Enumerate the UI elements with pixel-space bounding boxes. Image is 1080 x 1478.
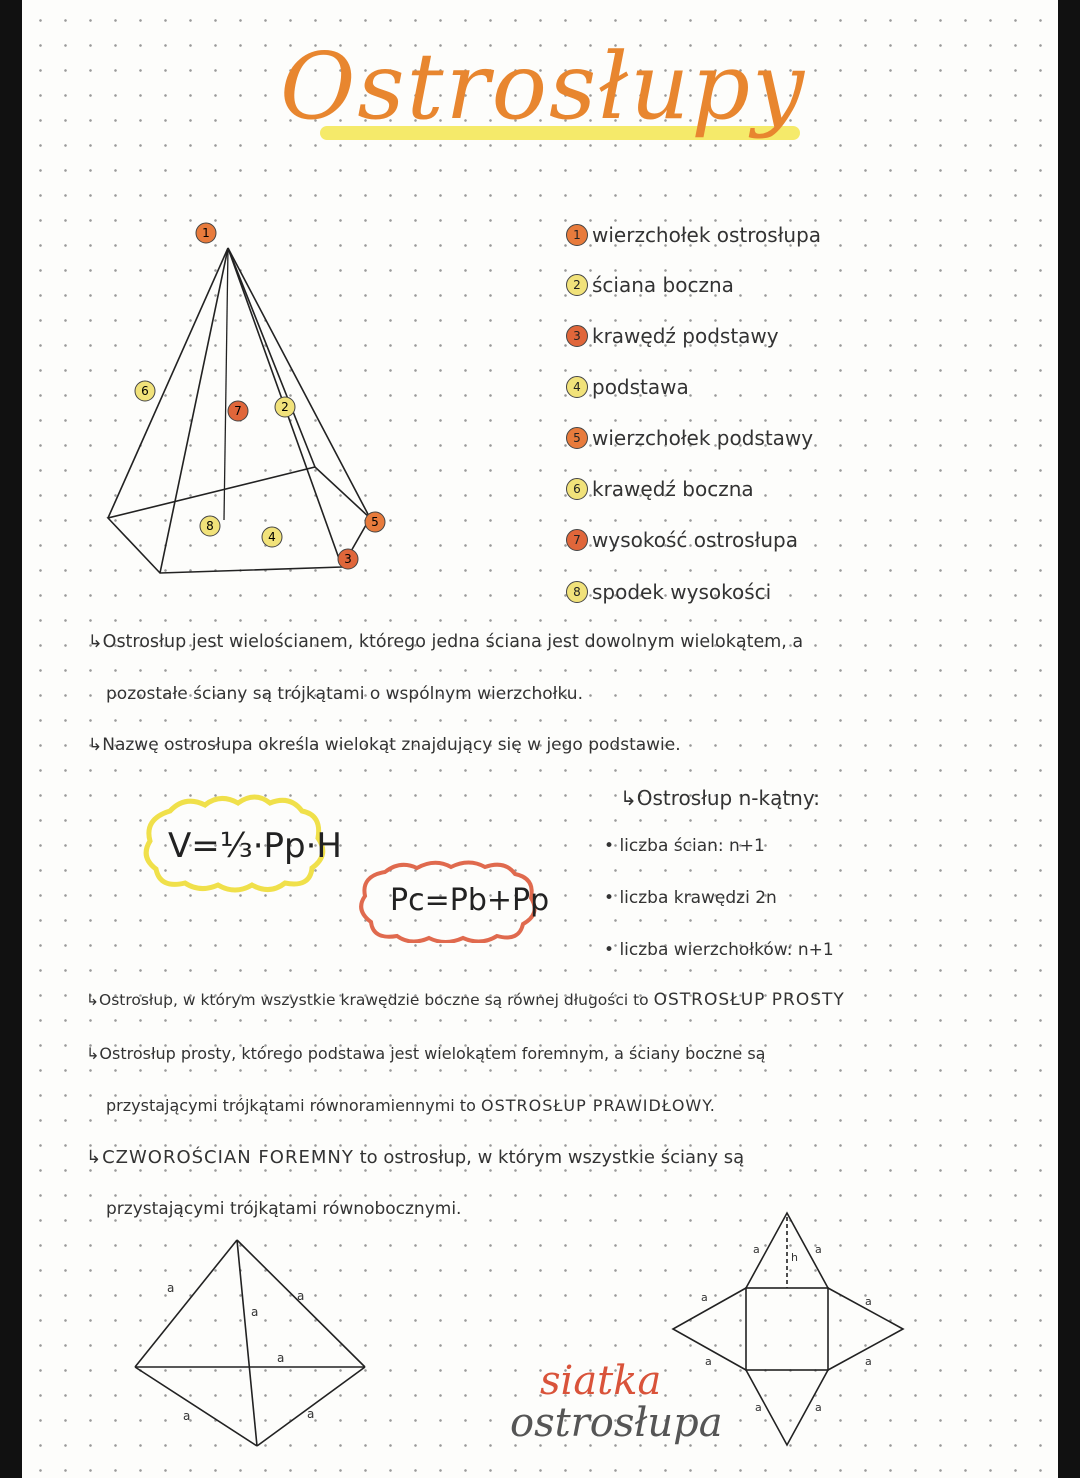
nkatny-item: • liczba ścian: n+1 (604, 836, 765, 856)
edge-label: a (183, 1409, 191, 1423)
pyramid-label: 7 (234, 404, 242, 418)
nkatny-title: ↳Ostrosłup n-kątny: (620, 786, 820, 810)
pyramid-label: 4 (268, 530, 276, 544)
legend-item (566, 577, 771, 607)
edge-label: a (815, 1243, 822, 1256)
legend-label: podstawa (592, 375, 689, 399)
prawidlowy-line (106, 1096, 716, 1115)
pyramid-label: 6 (141, 384, 149, 398)
edge-label: a (277, 1351, 285, 1365)
pyramid-edge (228, 248, 315, 467)
edge-label: a (705, 1355, 712, 1368)
edge-label: a (307, 1407, 315, 1421)
pyramid-label: 8 (206, 519, 214, 533)
edge-label: a (865, 1355, 872, 1368)
legend-label: wysokość ostrosłupa (592, 528, 798, 552)
nkatny-item-text: liczba ścian: n+1 (619, 836, 765, 856)
edge-label: a (167, 1281, 175, 1295)
edge-label: a (865, 1295, 872, 1308)
legend-label: krawędź boczna (592, 477, 754, 501)
czworoscian-text: to ostrosłup, w którym wszystkie ściany są (359, 1147, 745, 1168)
prosty-line (86, 990, 845, 1010)
czworoscian-line: przystającymi trójkątami równobocznymi. (106, 1199, 462, 1219)
nkatny-item-text: liczba krawędzi 2n (619, 888, 777, 908)
siatka-subtitle: ostrosłupa (510, 1400, 723, 1446)
nkatny-item-text: liczba wierzchołków: n+1 (619, 940, 834, 960)
pyramid-edge (108, 248, 228, 518)
legend-label: ściana boczna (592, 273, 734, 297)
edge-label: a (815, 1401, 822, 1414)
pyramid-base (108, 467, 370, 573)
definition-line: ↳Nazwę ostrosłupa określa wielokąt znajdujący się w jego podstawie. (88, 735, 681, 755)
tetrahedron-diagram (125, 1230, 375, 1460)
legend-badge: 2 (566, 274, 588, 296)
czworoscian-name: ↳CZWOROŚCIAN FOREMNY (86, 1147, 354, 1168)
pyramid-label: 3 (344, 552, 352, 566)
pyramid-net-diagram (665, 1205, 915, 1455)
pyramid-diagram (100, 215, 410, 585)
legend-item (566, 270, 734, 300)
nkatny-item: • liczba krawędzi 2n (604, 888, 777, 908)
legend-item (566, 220, 821, 250)
surface-formula: Pc=Pb+Pp (390, 883, 550, 918)
prosty-text: ↳Ostrosłup, w którym wszystkie krawędzie boczne są równej długości to (86, 991, 649, 1009)
pyramid-label: 2 (281, 400, 289, 414)
pyramid-label: 5 (371, 515, 379, 529)
legend-item (566, 474, 754, 504)
legend-badge: 4 (566, 376, 588, 398)
volume-formula: V=⅓·Pp·H (168, 826, 342, 866)
legend-badge: 3 (566, 325, 588, 347)
legend-badge: 5 (566, 427, 588, 449)
definition-line: ↳Ostrosłup jest wielościanem, którego jedna ściana jest dowolnym wielokątem, a (88, 632, 804, 652)
net-height-label: h (791, 1251, 798, 1264)
legend-item (566, 321, 779, 351)
czworoscian-line (86, 1147, 744, 1168)
edge-label: a (755, 1401, 762, 1414)
nkatny-item: • liczba wierzchołków: n+1 (604, 940, 834, 960)
edge-label: a (251, 1305, 259, 1319)
legend-item (566, 525, 798, 555)
prosty-name: OSTROSŁUP PROSTY (653, 990, 845, 1010)
legend-item (566, 372, 689, 402)
siatka-title: siatka (540, 1358, 662, 1404)
edge-label: a (297, 1289, 305, 1303)
prawidlowy-line: ↳Ostrosłup prosty, którego podstawa jest wielokątem foremnym, a ściany boczne są (86, 1044, 766, 1063)
prawidlowy-name: OSTROSŁUP PRAWIDŁOWY. (480, 1096, 716, 1115)
definition-line: pozostałe ściany są trójkątami o wspólnym wierzchołku. (106, 684, 583, 704)
pyramid-height (224, 248, 228, 520)
legend-label: spodek wysokości (592, 580, 772, 604)
legend-label: wierzchołek podstawy (592, 426, 814, 450)
legend-badge: 8 (566, 581, 588, 603)
pyramid-label: 1 (202, 226, 210, 240)
legend-badge: 7 (566, 529, 588, 551)
legend-badge: 1 (566, 224, 588, 246)
legend-label: wierzchołek ostrosłupa (592, 223, 822, 247)
edge-label: a (753, 1243, 760, 1256)
prawidlowy-text: przystającymi trójkątami równoramiennymi to (106, 1096, 476, 1115)
legend-label: krawędź podstawy (592, 324, 779, 348)
legend-badge: 6 (566, 478, 588, 500)
page-title: Ostrosłupy (280, 33, 807, 140)
pyramid-edge (228, 248, 370, 518)
legend-item (566, 423, 813, 453)
edge-label: a (701, 1291, 708, 1304)
